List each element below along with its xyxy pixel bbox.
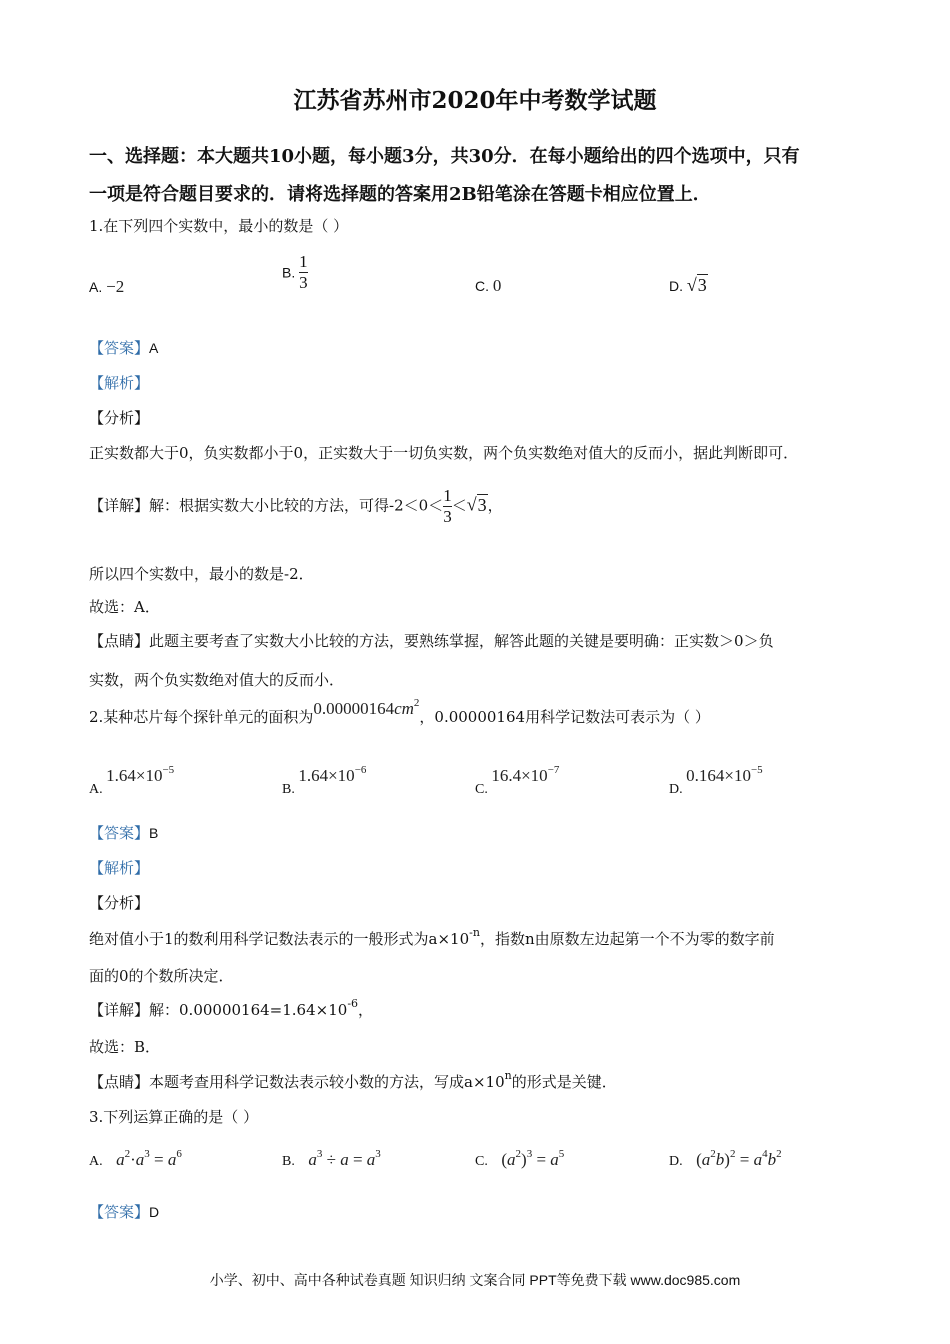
q2-option-b-base: 1.64×10 <box>298 766 355 785</box>
q2-option-d-base: 0.164×10 <box>686 766 751 785</box>
q2-stem-pre: 2.某种芯片每个探针单元的面积为 <box>89 708 314 726</box>
q2-option-d-value <box>686 766 763 785</box>
q2-fenxi-line2: 面的0的个数所决定． <box>89 967 234 985</box>
q1-comment1: 此题主要考查了实数大小比较的方法，要熟练掌握，解答此题的关键是要明确：正实数＞0＞负 <box>149 632 774 650</box>
q3-answer-tag: 【答案】 <box>89 1203 150 1221</box>
q2-option-d-label: D. <box>669 782 683 797</box>
q1-analysis-tag: 【解析】 <box>89 374 150 392</box>
q1-option-d-radicand: 3 <box>697 275 707 295</box>
q2-option-c-base: 16.4×10 <box>491 766 548 785</box>
q1-fenxi-tag: 【分析】 <box>89 409 150 427</box>
q2-comment-post: 的形式是关键． <box>511 1073 617 1091</box>
q2-option-a-label: A. <box>89 782 103 797</box>
q2-option-b-value <box>298 766 366 785</box>
q3-option-a-label: A. <box>89 1154 103 1169</box>
q1-option-b <box>282 252 308 293</box>
q1-answer <box>89 337 158 358</box>
q2-stem-unit-exp: 2 <box>413 697 420 709</box>
q3-answer <box>89 1201 159 1222</box>
q2-comment-tag: 【点睛】 <box>89 1073 150 1091</box>
q3-option-c-expr: $(a^2)^3 = a^5$ <box>501 1148 565 1169</box>
q1-detail-den: 3 <box>443 507 452 526</box>
q1-detail2: 所以四个实数中，最小的数是-2． <box>89 565 314 583</box>
q1-option-a-value: −2 <box>106 277 125 296</box>
q2-answer <box>89 822 158 843</box>
document-title: 江苏省苏州市2020年中考数学试题 <box>293 87 657 114</box>
q3-option-d <box>669 1150 782 1170</box>
q1-detail-pre: 解：根据实数大小比较的方法，可得-2＜0＜ <box>149 496 444 515</box>
q2-option-b-label: B. <box>282 782 295 797</box>
q2-analysis-tag: 【解析】 <box>89 859 150 877</box>
q1-option-a <box>89 277 124 297</box>
q1-detail-post: ， <box>487 496 503 515</box>
q1-option-c <box>475 276 501 296</box>
q1-option-c-value: 0 <box>492 276 502 295</box>
q3-option-a <box>89 1150 182 1170</box>
q1-fenxi-text: 正实数都大于0，负实数都小于0，正实数大于一切负实数，两个负实数绝对值大的反而小，据此判断即可． <box>89 444 799 462</box>
q2-option-c-exp: −7 <box>547 764 560 776</box>
q2-detail-pre: 解：0.00000164=1.64×10 <box>149 1001 348 1019</box>
q1-option-d-label: D. <box>669 278 683 294</box>
q2-stem <box>89 697 710 727</box>
q1-comment-line1 <box>89 630 774 651</box>
q2-stem-post: ，0.00000164用科学记数法可表示为（ ） <box>419 708 710 726</box>
q2-option-d-exp: −5 <box>750 764 763 776</box>
q1-option-b-num: 1 <box>299 252 308 271</box>
q1-detail-lt: ＜ <box>451 496 467 515</box>
q1-answer-value: A <box>149 340 159 356</box>
q1-option-d <box>669 275 708 296</box>
q2-stem-number: 0.00000164 <box>313 699 395 718</box>
q2-comment <box>89 1071 617 1092</box>
q3-option-c-label: C. <box>475 1154 488 1169</box>
q2-option-a-exp: −5 <box>162 764 175 776</box>
q2-option-c <box>475 764 560 797</box>
q2-comment-exp: n <box>504 1069 512 1082</box>
q2-option-c-value <box>491 766 559 785</box>
q1-detail-tag: 【详解】 <box>89 496 150 515</box>
q2-answer-tag: 【答案】 <box>89 824 150 842</box>
q1-detail-radicand: 3 <box>477 494 487 515</box>
page-footer: 小学、初中、高中各种试卷真题 知识归纳 文案合同 PPT等免费下载 www.doc985.com <box>209 1272 741 1288</box>
q1-option-a-label: A. <box>89 279 103 295</box>
q2-fenxi1-pre: 绝对值小于1的数利用科学记数法表示的一般形式为a×10 <box>89 930 470 948</box>
section-heading-line2: 一项是符合题目要求的．请将选择题的答案用2B铅笔涂在答题卡相应位置上． <box>89 184 711 205</box>
q1-option-b-fraction <box>299 252 308 293</box>
q2-detail-exp: -6 <box>347 997 359 1010</box>
q2-comment-pre: 本题考查用科学记数法表示较小数的方法，写成a×10 <box>149 1073 505 1091</box>
q2-stem-math <box>313 699 419 718</box>
q2-option-d <box>669 764 763 797</box>
q1-option-d-sqrt: √3 <box>686 275 707 295</box>
q2-option-b <box>282 764 367 797</box>
q1-choose: 故选：A． <box>89 598 160 616</box>
q3-option-b <box>282 1150 381 1170</box>
q3-stem: 3.下列运算正确的是（ ） <box>89 1108 259 1126</box>
q2-choose: 故选：B． <box>89 1038 161 1056</box>
q2-fenxi1-exp: -n <box>469 926 480 939</box>
q2-detail-tag: 【详解】 <box>89 1001 150 1019</box>
q2-fenxi1-post: ，指数n由原数左边起第一个不为零的数字前 <box>479 930 775 948</box>
q2-detail <box>89 999 373 1020</box>
q2-detail-post: ， <box>358 1001 374 1019</box>
q1-comment-tag: 【点睛】 <box>89 632 150 650</box>
q2-option-c-label: C. <box>475 782 488 797</box>
q1-comment-line2: 实数，两个负实数绝对值大的反而小． <box>89 671 345 689</box>
q1-detail-sqrt: √3 <box>466 494 487 515</box>
q1-option-b-den: 3 <box>299 273 308 292</box>
q2-option-a-base: 1.64×10 <box>106 766 163 785</box>
q2-option-b-exp: −6 <box>354 764 367 776</box>
q2-stem-unit: cm <box>394 699 414 718</box>
q2-fenxi-line1 <box>89 928 775 949</box>
section-heading-line1: 一、选择题：本大题共10小题，每小题3分，共30分．在每小题给出的四个选项中，只有 <box>89 146 800 167</box>
q3-option-b-label: B. <box>282 1154 295 1169</box>
q2-fenxi-tag: 【分析】 <box>89 894 150 912</box>
q1-option-b-label: B. <box>282 264 296 281</box>
q1-detail <box>89 486 503 527</box>
q3-option-d-label: D. <box>669 1154 683 1169</box>
q1-detail-num: 1 <box>443 486 452 505</box>
q3-option-d-expr: $(a^2b)^2 = a^4b^2$ <box>696 1148 782 1169</box>
q2-answer-value: B <box>149 825 159 841</box>
q1-stem: 1.在下列四个实数中，最小的数是（ ） <box>89 217 349 235</box>
q2-option-a <box>89 764 175 797</box>
q2-option-a-value <box>106 766 174 785</box>
q3-option-c <box>475 1150 564 1170</box>
q1-option-c-label: C. <box>475 278 489 294</box>
q1-detail-fraction <box>443 486 452 527</box>
q3-option-a-expr: $a^2\cdot a^3 = a^6$ <box>116 1148 182 1169</box>
q3-answer-value: D <box>149 1204 160 1220</box>
q3-option-b-expr: $a^3 \div a = a^3$ <box>308 1148 381 1169</box>
q1-answer-tag: 【答案】 <box>89 339 150 357</box>
